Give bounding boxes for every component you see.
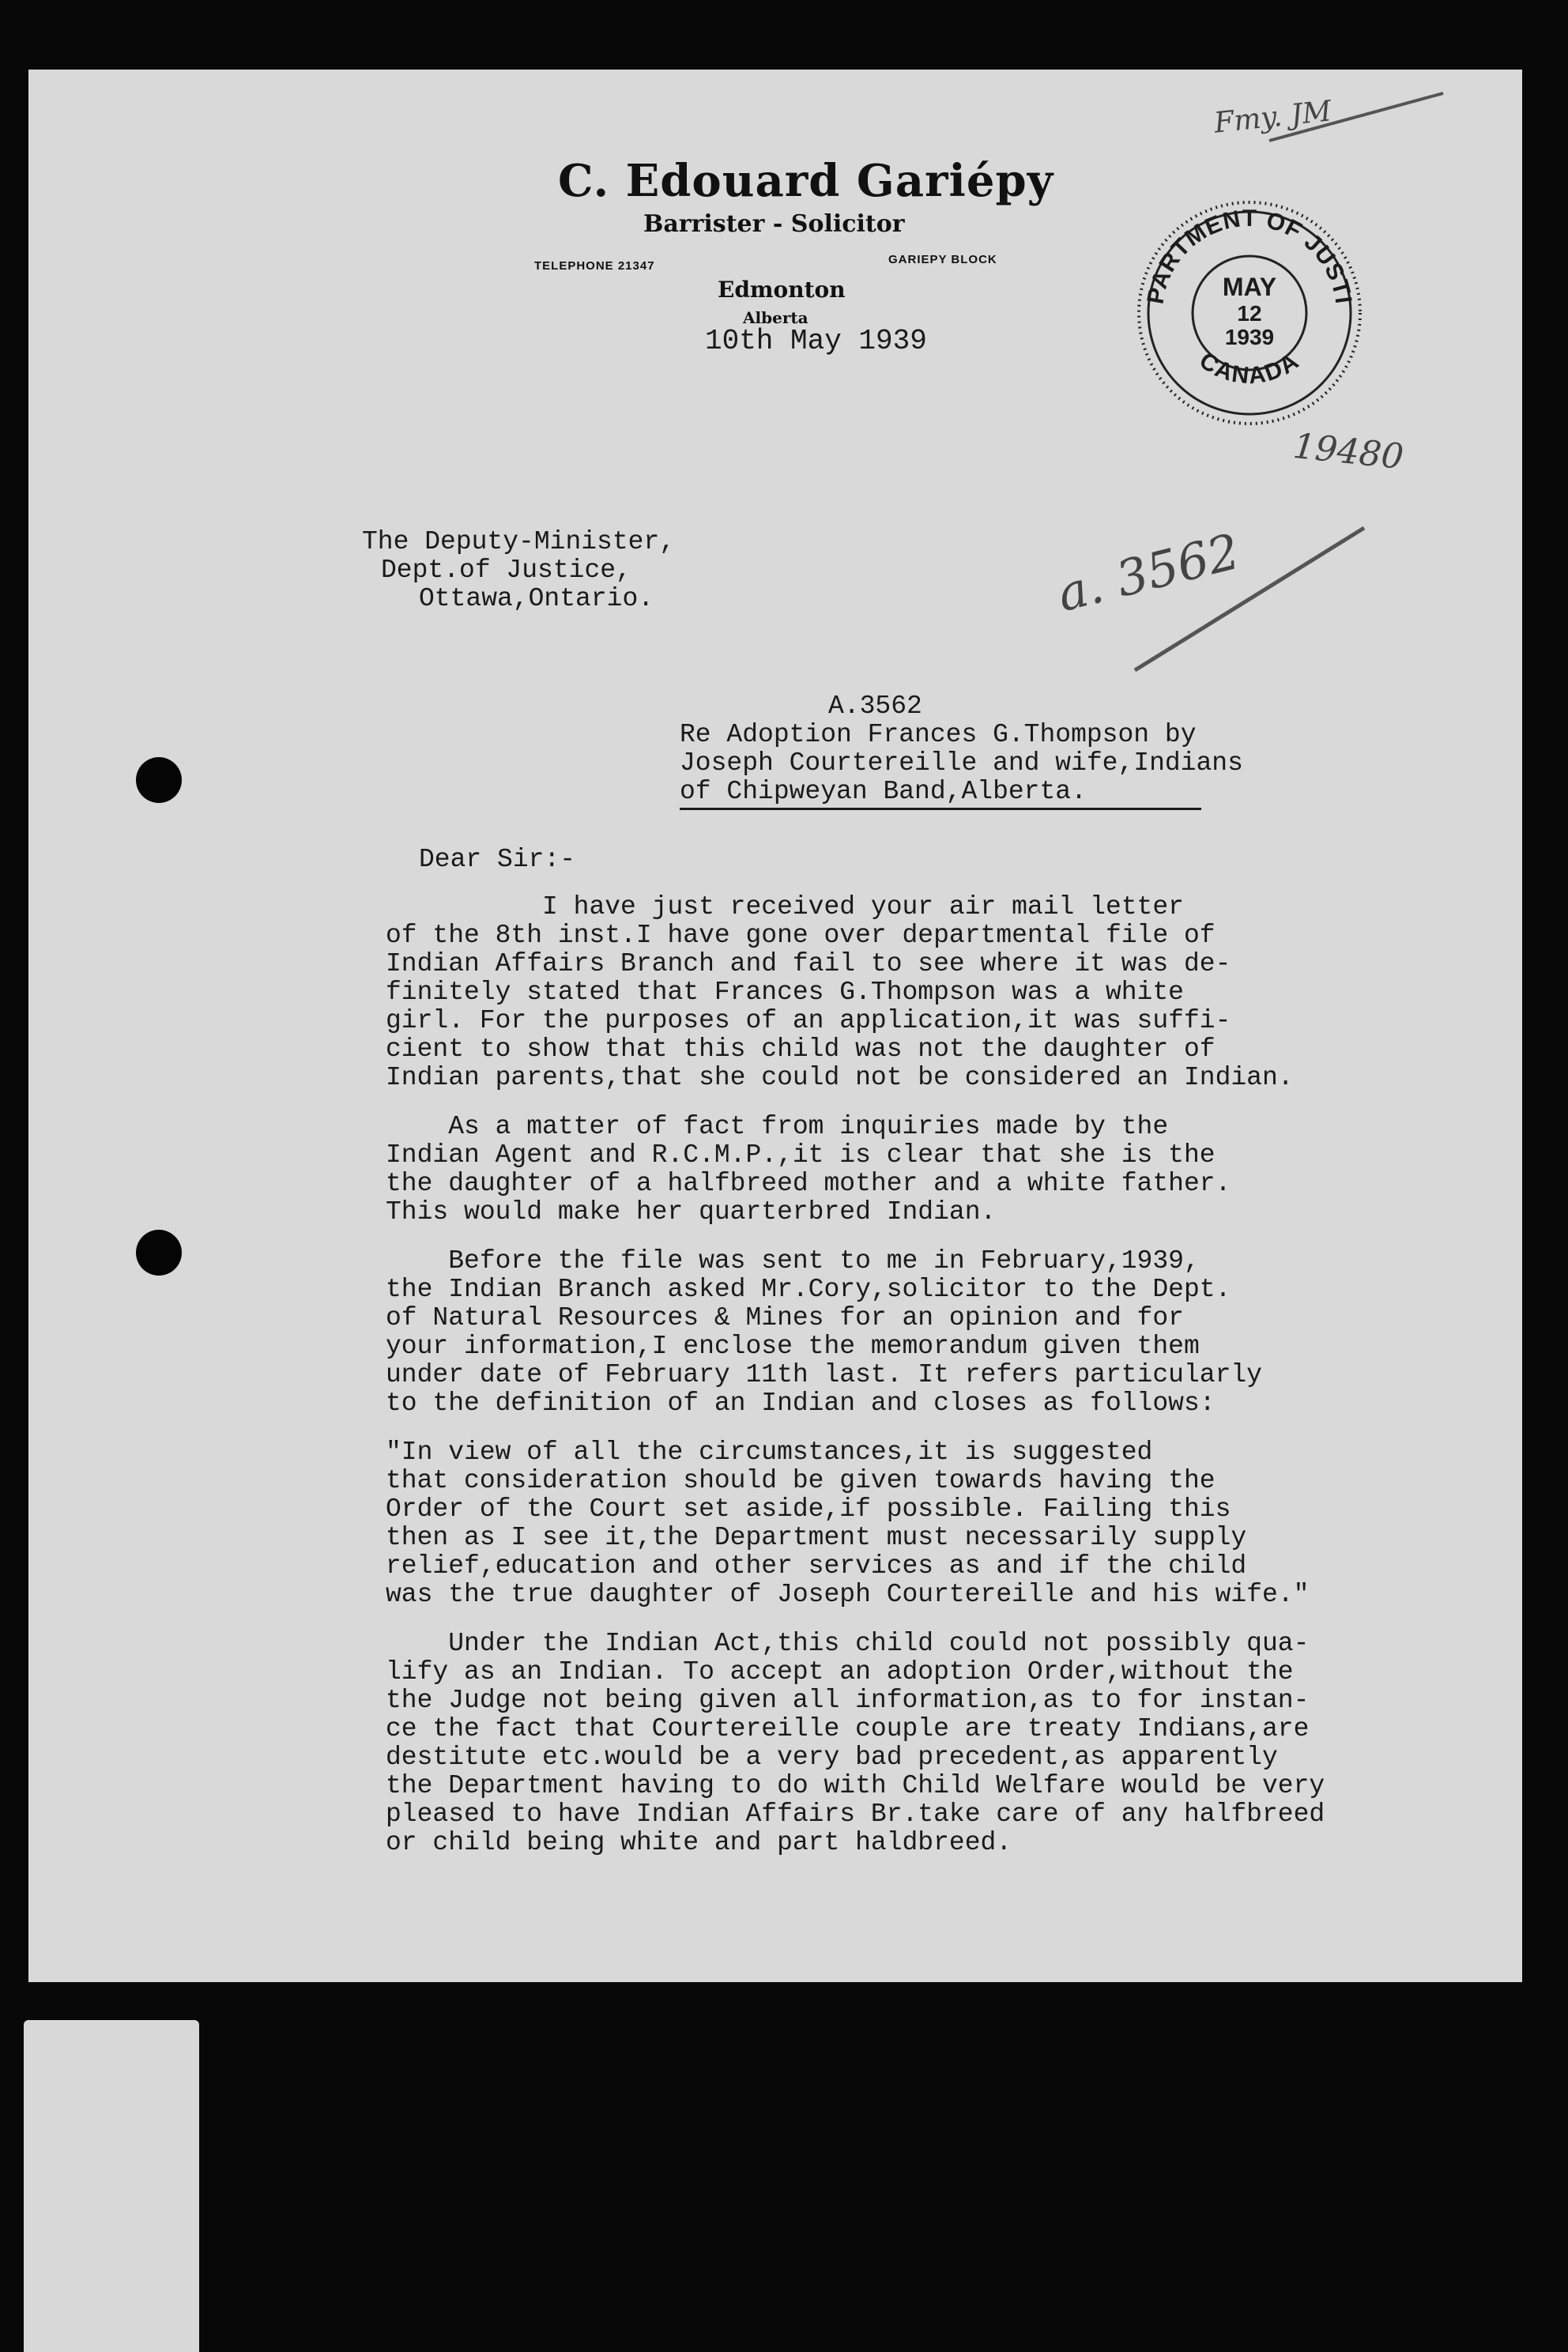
handwritten-stroke	[1261, 85, 1451, 149]
body-line: pleased to have Indian Affairs Br.take care of any halfbreed	[386, 1800, 1325, 1829]
body-line: "In view of all the circumstances,it is suggested	[386, 1438, 1153, 1467]
body-line: to the definition of an Indian and closes as follows:	[386, 1389, 1216, 1418]
letter-date: 10th May 1939	[705, 325, 927, 357]
body-line: As a matter of fact from inquiries made by the	[386, 1112, 1169, 1141]
letterhead-profession: Barrister - Solicitor	[643, 210, 905, 238]
film-leader-tab	[24, 2020, 199, 2352]
reference-number: A.3562	[828, 692, 922, 721]
stamp-top-text: PARTMENT OF JUSTI	[1142, 205, 1357, 307]
body-line: Under the Indian Act,this child could not possibly qua-	[386, 1629, 1310, 1658]
punch-hole	[136, 757, 182, 803]
body-line: then as I see it,the Department must necessarily supply	[386, 1523, 1247, 1552]
handwritten-stroke	[1119, 512, 1380, 686]
letterhead-name: C. Edouard Gariépy	[558, 155, 1054, 207]
body-line: of Natural Resources & Mines for an opinion and for	[386, 1303, 1184, 1332]
body-line: Order of the Court set aside,if possible. Failing this	[386, 1494, 1231, 1524]
body-line: Indian Agent and R.C.M.P.,it is clear that she is the	[386, 1140, 1216, 1170]
body-line: Indian parents,that she could not be considered an Indian.	[386, 1063, 1294, 1092]
body-line: lify as an Indian. To accept an adoption Order,without the	[386, 1657, 1294, 1687]
body-line: the Indian Branch asked Mr.Cory,solicitor to the Dept.	[386, 1275, 1231, 1304]
body-line: This would make her quarterbred Indian.	[386, 1197, 997, 1227]
letterhead-city: Edmonton	[718, 277, 846, 303]
recipient-line-1: The Deputy-Minister,	[362, 527, 676, 556]
stamp-day: 12	[1237, 301, 1262, 326]
body-line: Before the file was sent to me in February,1939,	[386, 1246, 1200, 1276]
paragraph	[386, 1113, 1492, 1227]
letterhead-telephone: TELEPHONE 21347	[534, 259, 655, 273]
salutation: Dear Sir:-	[419, 845, 576, 874]
quoted-paragraph	[386, 1438, 1492, 1609]
reference-line-3: of Chipweyan Band,Alberta.	[680, 778, 1201, 810]
body-line: I have just received your air mail letter	[386, 892, 1184, 922]
punch-hole	[136, 1230, 182, 1276]
reference-line-1: Re Adoption Frances G.Thompson by	[680, 720, 1197, 749]
body-line: girl. For the purposes of an application,it was suffi-	[386, 1006, 1231, 1035]
body-line: destitute etc.would be a very bad precedent,as apparently	[386, 1743, 1278, 1772]
stamp-year: 1939	[1224, 325, 1275, 349]
paragraph	[386, 1630, 1492, 1857]
body-line: the Judge not being given all information,as to for instan-	[386, 1686, 1310, 1715]
letterhead-province: Alberta	[743, 308, 808, 327]
body-line: under date of February 11th last. It refers particularly	[386, 1360, 1262, 1389]
received-stamp	[1131, 194, 1368, 432]
body-line: Indian Affairs Branch and fail to see where it was de-	[386, 949, 1231, 978]
body-line: was the true daughter of Joseph Courtereille and his wife."	[386, 1580, 1310, 1609]
letter-page	[28, 70, 1522, 1982]
body-line: your information,I enclose the memorandum given them	[386, 1332, 1200, 1361]
body-line: ce the fact that Courtereille couple are treaty Indians,are	[386, 1714, 1310, 1743]
reference-line-2: Joseph Courtereille and wife,Indians	[680, 748, 1243, 778]
letterhead-block: GARIEPY BLOCK	[888, 253, 997, 266]
paragraph	[386, 1247, 1492, 1418]
stamp-bottom-text: CANADA	[1194, 347, 1305, 390]
body-line: cient to show that this child was not the daughter of	[386, 1035, 1216, 1064]
svg-text:CANADA	[1194, 348, 1304, 390]
body-line: of the 8th inst.I have gone over departmental file of	[386, 921, 1216, 950]
handwritten-initials: Fmy. JM	[1212, 95, 1333, 140]
stamp-month: MAY	[1222, 273, 1277, 301]
recipient-line-3: Ottawa,Ontario.	[419, 584, 654, 613]
body-line: finitely stated that Frances G.Thompson was a white	[386, 978, 1184, 1007]
body-line: or child being white and part haldbreed.	[386, 1828, 1012, 1857]
body-line: the Department having to do with Child Welfare would be very	[386, 1771, 1325, 1800]
handwritten-reference: a. 3562	[1051, 522, 1246, 624]
paragraph	[386, 893, 1492, 1092]
handwritten-file-number: 19480	[1291, 425, 1406, 478]
letter-body	[386, 893, 1492, 1857]
body-line: the daughter of a halfbreed mother and a white father.	[386, 1169, 1231, 1198]
body-line: relief,education and other services as and if the child	[386, 1551, 1247, 1581]
body-line: that consideration should be given towards having the	[386, 1466, 1216, 1495]
recipient-line-2: Dept.of Justice,	[381, 556, 631, 585]
